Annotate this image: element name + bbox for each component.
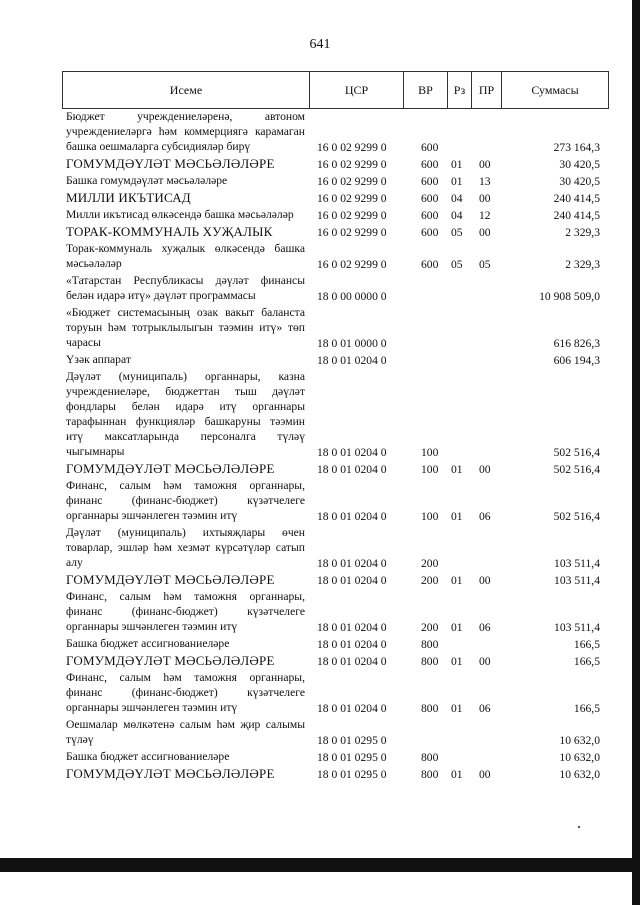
row-csr: 18 0 01 0000 0 bbox=[317, 337, 387, 350]
row-rz: 01 bbox=[451, 768, 463, 781]
row-name: ГОМУМДӘҮЛӘТ МӘСЬӘЛӘЛӘРЕ bbox=[66, 572, 275, 587]
row-vr: 600 bbox=[421, 226, 439, 239]
row-sum: 240 414,5 bbox=[553, 192, 600, 205]
row-pr: 13 bbox=[479, 175, 491, 188]
row-name: Милли икътисад өлкәсендә башка мәсьәләләр bbox=[66, 208, 294, 221]
row-name: «Татарстан Республикасы дәүләт финансы белән идарә итү» дәүләт программасы bbox=[66, 274, 305, 302]
row-pr: 06 bbox=[479, 621, 491, 634]
row-vr: 200 bbox=[421, 621, 439, 634]
row-sum: 10 632,0 bbox=[559, 751, 600, 764]
row-name: Үзәк аппарат bbox=[66, 353, 131, 366]
row-vr: 800 bbox=[421, 751, 439, 764]
row-pr: 00 bbox=[479, 158, 491, 171]
row-csr: 18 0 01 0204 0 bbox=[317, 510, 387, 523]
row-sum: 30 420,5 bbox=[559, 158, 600, 171]
table-row bbox=[66, 635, 600, 652]
budget-table-body bbox=[66, 108, 600, 782]
header-vr: ВР bbox=[404, 72, 448, 108]
row-csr: 16 0 02 9299 0 bbox=[317, 192, 387, 205]
row-name: Оешмалар мөлкәтенә салым һәм җир салымы түләү bbox=[66, 718, 305, 746]
table-row bbox=[66, 460, 600, 477]
table-row bbox=[66, 368, 600, 460]
scan-border-right bbox=[632, 0, 640, 905]
table-row bbox=[66, 588, 600, 635]
row-name: Дәүләт (муниципаль) органнары, казна учреждениеләре, бюджеттан тыш дәүләт фондлары белән идарә итү органнары тарафыннан функцияләр башкаруны тәэмин итү максатларында персоналга түләү чыгымнары bbox=[66, 370, 305, 458]
table-row bbox=[66, 351, 600, 368]
row-name: ГОМУМДӘҮЛӘТ МӘСЬӘЛӘЛӘРЕ bbox=[66, 766, 275, 781]
table-row bbox=[66, 240, 600, 272]
row-sum: 502 516,4 bbox=[553, 446, 600, 459]
row-rz: 01 bbox=[451, 621, 463, 634]
row-sum: 606 194,3 bbox=[553, 354, 600, 367]
page-number: 641 bbox=[309, 37, 331, 52]
row-sum: 103 511,4 bbox=[554, 557, 600, 570]
row-name: «Бюджет системасының озак вакыт баланста торуын һәм тотрыклылыгын тәэмин итү» төп чарасы bbox=[66, 306, 305, 349]
row-csr: 18 0 00 0000 0 bbox=[317, 290, 387, 303]
row-csr: 16 0 02 9299 0 bbox=[317, 175, 387, 188]
header-sum: Суммасы bbox=[531, 82, 579, 97]
row-rz: 01 bbox=[451, 158, 463, 171]
row-csr: 16 0 02 9299 0 bbox=[317, 209, 387, 222]
row-vr: 600 bbox=[421, 258, 439, 271]
row-rz: 01 bbox=[451, 655, 463, 668]
table-row bbox=[66, 155, 600, 172]
table-row bbox=[66, 206, 600, 223]
row-sum: 502 516,4 bbox=[553, 510, 600, 523]
header-name: Исеме bbox=[63, 72, 310, 108]
row-pr: 06 bbox=[479, 510, 491, 523]
row-name: Финанс, салым һәм таможня органнары, финанс (финанс-бюджет) күзәтчелеге органнары эшчәнлеген тәэмин итү bbox=[66, 479, 305, 522]
row-sum: 2 329,3 bbox=[565, 226, 600, 239]
row-name: Финанс, салым һәм таможня органнары, финанс (финанс-бюджет) күзәтчелеге органнары эшчәнлеген тәэмин итү bbox=[66, 590, 305, 633]
row-pr: 12 bbox=[479, 209, 491, 222]
row-pr: 06 bbox=[479, 702, 491, 715]
row-rz: 05 bbox=[451, 258, 463, 271]
row-vr: 600 bbox=[421, 158, 439, 171]
row-rz: 01 bbox=[451, 175, 463, 188]
header-csr: ЦСР bbox=[310, 72, 404, 108]
row-vr: 600 bbox=[421, 141, 439, 154]
row-csr: 18 0 01 0204 0 bbox=[317, 655, 387, 668]
row-sum: 2 329,3 bbox=[565, 258, 600, 271]
row-name: ГОМУМДӘҮЛӘТ МӘСЬӘЛӘЛӘРЕ bbox=[66, 156, 275, 171]
table-row bbox=[66, 669, 600, 716]
table-row bbox=[66, 765, 600, 782]
table-row bbox=[66, 477, 600, 524]
row-name: Торак-коммуналь хуҗалык өлкәсендә башка мәсьәләләр bbox=[66, 242, 305, 270]
row-csr: 18 0 01 0204 0 bbox=[317, 463, 387, 476]
row-name: ТОРАК-КОММУНАЛЬ ХУҖАЛЫК bbox=[66, 224, 273, 239]
row-csr: 16 0 02 9299 0 bbox=[317, 258, 387, 271]
row-name: Финанс, салым һәм таможня органнары, финанс (финанс-бюджет) күзәтчелеге органнары эшчәнлеген тәэмин итү bbox=[66, 671, 305, 714]
row-csr: 16 0 02 9299 0 bbox=[317, 226, 387, 239]
row-vr: 200 bbox=[421, 557, 439, 570]
scan-border-bottom bbox=[0, 858, 640, 872]
row-rz: 04 bbox=[451, 209, 463, 222]
row-sum: 30 420,5 bbox=[559, 175, 600, 188]
row-csr: 18 0 01 0295 0 bbox=[317, 768, 387, 781]
row-vr: 800 bbox=[421, 702, 439, 715]
table-row bbox=[66, 304, 600, 351]
row-vr: 800 bbox=[421, 768, 439, 781]
table-row bbox=[66, 272, 600, 304]
row-vr: 600 bbox=[421, 175, 439, 188]
row-sum: 616 826,3 bbox=[553, 337, 600, 350]
row-csr: 18 0 01 0295 0 bbox=[317, 751, 387, 764]
row-sum: 103 511,4 bbox=[554, 621, 600, 634]
row-sum: 10 908 509,0 bbox=[539, 290, 600, 303]
row-sum: 103 511,4 bbox=[554, 574, 600, 587]
table-row bbox=[66, 748, 600, 765]
row-name: Бюджет учреждениеләренә, автоном учреждениеләргә һәм коммерциягә карамаган башка оешмаларга субсидияләр бирү bbox=[66, 110, 305, 153]
row-pr: 00 bbox=[479, 655, 491, 668]
row-csr: 18 0 01 0204 0 bbox=[317, 638, 387, 651]
row-csr: 18 0 01 0204 0 bbox=[317, 354, 387, 367]
table-row bbox=[66, 189, 600, 206]
table-row bbox=[66, 172, 600, 189]
row-name: ГОМУМДӘҮЛӘТ МӘСЬӘЛӘЛӘРЕ bbox=[66, 461, 275, 476]
scan-artifact bbox=[578, 826, 580, 828]
row-vr: 800 bbox=[421, 655, 439, 668]
row-sum: 502 516,4 bbox=[553, 463, 600, 476]
row-vr: 100 bbox=[421, 463, 439, 476]
row-vr: 200 bbox=[421, 574, 439, 587]
row-vr: 600 bbox=[421, 192, 439, 205]
row-csr: 18 0 01 0204 0 bbox=[317, 557, 387, 570]
row-rz: 01 bbox=[451, 510, 463, 523]
table-row bbox=[66, 524, 600, 571]
row-pr: 00 bbox=[479, 574, 491, 587]
row-csr: 18 0 01 0204 0 bbox=[317, 702, 387, 715]
row-sum: 166,5 bbox=[573, 655, 600, 668]
table-row bbox=[66, 571, 600, 588]
header-pr: ПР bbox=[472, 72, 502, 108]
row-csr: 18 0 01 0204 0 bbox=[317, 446, 387, 459]
row-sum: 166,5 bbox=[573, 638, 600, 651]
row-name: Башка бюджет ассигнованиеләре bbox=[66, 637, 230, 650]
row-csr: 18 0 01 0204 0 bbox=[317, 574, 387, 587]
row-csr: 16 0 02 9299 0 bbox=[317, 158, 387, 171]
row-name: Дәүләт (муниципаль) ихтыяҗлары өчен товарлар, эшләр һәм хезмәт күрсәтүләр сатып алу bbox=[66, 526, 305, 569]
table-row bbox=[66, 223, 600, 240]
row-sum: 10 632,0 bbox=[559, 734, 600, 747]
table-row bbox=[66, 108, 600, 155]
row-csr: 18 0 01 0204 0 bbox=[317, 621, 387, 634]
row-rz: 01 bbox=[451, 574, 463, 587]
row-rz: 05 bbox=[451, 226, 463, 239]
row-pr: 00 bbox=[479, 192, 491, 205]
row-vr: 600 bbox=[421, 209, 439, 222]
row-rz: 01 bbox=[451, 702, 463, 715]
row-sum: 10 632,0 bbox=[559, 768, 600, 781]
header-rz: Рз bbox=[448, 72, 472, 108]
row-vr: 100 bbox=[421, 446, 439, 459]
row-sum: 166,5 bbox=[573, 702, 600, 715]
row-csr: 18 0 01 0295 0 bbox=[317, 734, 387, 747]
row-rz: 04 bbox=[451, 192, 463, 205]
table-row bbox=[66, 652, 600, 669]
row-pr: 00 bbox=[479, 226, 491, 239]
row-name: Башка гомумдәүләт мәсьәләләре bbox=[66, 174, 228, 187]
table-header bbox=[62, 71, 609, 109]
row-rz: 01 bbox=[451, 463, 463, 476]
row-vr: 100 bbox=[421, 510, 439, 523]
row-pr: 00 bbox=[479, 768, 491, 781]
row-sum: 240 414,5 bbox=[553, 209, 600, 222]
row-vr: 800 bbox=[421, 638, 439, 651]
row-name: Башка бюджет ассигнованиеләре bbox=[66, 750, 230, 763]
row-pr: 05 bbox=[479, 258, 491, 271]
table-row bbox=[66, 716, 600, 748]
row-name: МИЛЛИ ИКЪТИСАД bbox=[66, 190, 191, 205]
row-sum: 273 164,3 bbox=[553, 141, 600, 154]
row-name: ГОМУМДӘҮЛӘТ МӘСЬӘЛӘЛӘРЕ bbox=[66, 653, 275, 668]
row-csr: 16 0 02 9299 0 bbox=[317, 141, 387, 154]
row-pr: 00 bbox=[479, 463, 491, 476]
